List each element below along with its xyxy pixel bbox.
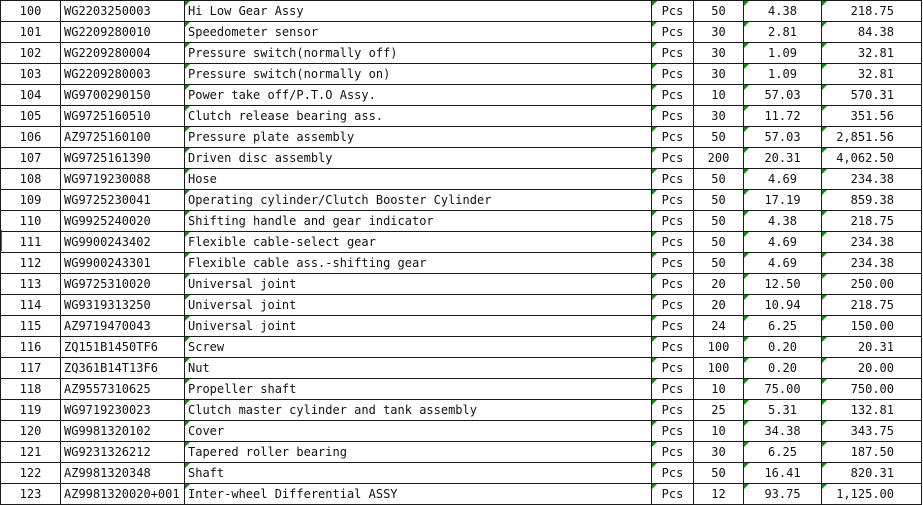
row-number-cell[interactable]: 118: [1, 379, 61, 400]
table-row: [1, 484, 922, 505]
row-number-cell[interactable]: 102: [1, 43, 61, 64]
amount-cell[interactable]: 2,851.56: [822, 127, 922, 148]
row-number-cell[interactable]: 122: [1, 463, 61, 484]
table-row: [1, 127, 922, 148]
unit-cell[interactable]: Pcs: [652, 106, 694, 127]
row-number-cell[interactable]: 104: [1, 85, 61, 106]
quantity-cell[interactable]: 50: [694, 232, 744, 253]
unit-price-cell[interactable]: 11.72: [744, 106, 822, 127]
part-number-cell[interactable]: WG9700290150: [61, 85, 185, 106]
table-row: [1, 43, 922, 64]
description-cell[interactable]: Flexible cable ass.-shifting gear: [185, 253, 652, 274]
part-number-cell[interactable]: WG9725310020: [61, 274, 185, 295]
unit-price-cell[interactable]: 5.31: [744, 400, 822, 421]
row-number-cell[interactable]: 110: [1, 211, 61, 232]
unit-cell[interactable]: Pcs: [652, 316, 694, 337]
part-number-cell[interactable]: AZ9981320348: [61, 463, 185, 484]
unit-cell[interactable]: Pcs: [652, 43, 694, 64]
amount-cell[interactable]: 218.75: [822, 1, 922, 22]
table-row: [1, 169, 922, 190]
unit-price-cell[interactable]: 12.50: [744, 274, 822, 295]
unit-cell[interactable]: Pcs: [652, 337, 694, 358]
description-cell[interactable]: Universal joint: [185, 295, 652, 316]
amount-cell[interactable]: 343.75: [822, 421, 922, 442]
unit-cell[interactable]: Pcs: [652, 379, 694, 400]
row-number-cell[interactable]: 107: [1, 148, 61, 169]
part-number-cell[interactable]: WG9925240020: [61, 211, 185, 232]
unit-cell[interactable]: Pcs: [652, 253, 694, 274]
amount-cell[interactable]: 32.81: [822, 64, 922, 85]
table-row: [1, 1, 922, 22]
description-cell[interactable]: Cover: [185, 421, 652, 442]
amount-cell[interactable]: 150.00: [822, 316, 922, 337]
table-row: [1, 148, 922, 169]
part-number-cell[interactable]: WG9319313250: [61, 295, 185, 316]
quantity-cell[interactable]: 50: [694, 169, 744, 190]
description-cell[interactable]: Hi Low Gear Assy: [185, 1, 652, 22]
description-cell[interactable]: Shifting handle and gear indicator: [185, 211, 652, 232]
table-row: [1, 274, 922, 295]
unit-cell[interactable]: Pcs: [652, 358, 694, 379]
table-row: [1, 379, 922, 400]
part-number-cell[interactable]: WG9719230088: [61, 169, 185, 190]
unit-cell[interactable]: Pcs: [652, 1, 694, 22]
unit-price-cell[interactable]: 16.41: [744, 463, 822, 484]
description-cell[interactable]: Shaft: [185, 463, 652, 484]
table-row: [1, 421, 922, 442]
unit-price-cell[interactable]: 17.19: [744, 190, 822, 211]
amount-cell[interactable]: 4,062.50: [822, 148, 922, 169]
table-row: [1, 400, 922, 421]
amount-cell[interactable]: 20.00: [822, 358, 922, 379]
part-number-cell[interactable]: AZ9725160100: [61, 127, 185, 148]
row-number-cell[interactable]: 109: [1, 190, 61, 211]
quantity-cell[interactable]: 30: [694, 22, 744, 43]
row-number-cell[interactable]: 121: [1, 442, 61, 463]
unit-cell[interactable]: Pcs: [652, 232, 694, 253]
part-number-cell[interactable]: WG9725230041: [61, 190, 185, 211]
description-cell[interactable]: Speedometer sensor: [185, 22, 652, 43]
quantity-cell[interactable]: 50: [694, 463, 744, 484]
part-number-cell[interactable]: WG9725161390: [61, 148, 185, 169]
part-number-cell[interactable]: ZQ151B1450TF6: [61, 337, 185, 358]
amount-cell[interactable]: 20.31: [822, 337, 922, 358]
unit-price-cell[interactable]: 0.20: [744, 337, 822, 358]
unit-price-cell[interactable]: 2.81: [744, 22, 822, 43]
description-cell[interactable]: Power take off/P.T.O Assy.: [185, 85, 652, 106]
row-number-cell[interactable]: 101: [1, 22, 61, 43]
description-cell[interactable]: Driven disc assembly: [185, 148, 652, 169]
amount-cell[interactable]: 218.75: [822, 211, 922, 232]
row-number-cell[interactable]: 123: [1, 484, 61, 505]
part-number-cell[interactable]: WG2209280004: [61, 43, 185, 64]
amount-cell[interactable]: 234.38: [822, 169, 922, 190]
quantity-cell[interactable]: 20: [694, 295, 744, 316]
quantity-cell[interactable]: 50: [694, 253, 744, 274]
unit-price-cell[interactable]: 10.94: [744, 295, 822, 316]
unit-price-cell[interactable]: 6.25: [744, 316, 822, 337]
part-number-cell[interactable]: AZ9981320020+001: [61, 484, 185, 505]
table-body: [1, 1, 922, 505]
part-number-cell[interactable]: WG9900243301: [61, 253, 185, 274]
table-row: [1, 85, 922, 106]
part-number-cell[interactable]: WG9725160510: [61, 106, 185, 127]
description-cell[interactable]: Propeller shaft: [185, 379, 652, 400]
unit-cell[interactable]: Pcs: [652, 442, 694, 463]
amount-cell[interactable]: 859.38: [822, 190, 922, 211]
unit-cell[interactable]: Pcs: [652, 169, 694, 190]
part-number-cell[interactable]: WG2209280010: [61, 22, 185, 43]
row-number-cell[interactable]: 114: [1, 295, 61, 316]
row-number-cell[interactable]: 117: [1, 358, 61, 379]
part-number-cell[interactable]: WG9719230023: [61, 400, 185, 421]
unit-price-cell[interactable]: 93.75: [744, 484, 822, 505]
description-cell[interactable]: Operating cylinder/Clutch Booster Cylinder: [185, 190, 652, 211]
part-number-cell[interactable]: AZ9719470043: [61, 316, 185, 337]
table-row: [1, 463, 922, 484]
row-number-cell[interactable]: 113: [1, 274, 61, 295]
part-number-cell[interactable]: ZQ361B14T13F6: [61, 358, 185, 379]
table-row: [1, 253, 922, 274]
quantity-cell[interactable]: 50: [694, 127, 744, 148]
unit-price-cell[interactable]: 34.38: [744, 421, 822, 442]
description-cell[interactable]: Tapered roller bearing: [185, 442, 652, 463]
description-cell[interactable]: Flexible cable-select gear: [185, 232, 652, 253]
amount-cell[interactable]: 250.00: [822, 274, 922, 295]
part-number-cell[interactable]: WG9231326212: [61, 442, 185, 463]
part-number-cell[interactable]: WG9900243402: [61, 232, 185, 253]
amount-cell[interactable]: 32.81: [822, 43, 922, 64]
table-row: [1, 316, 922, 337]
unit-price-cell[interactable]: 6.25: [744, 442, 822, 463]
part-number-cell[interactable]: AZ9557310625: [61, 379, 185, 400]
unit-price-cell[interactable]: 20.31: [744, 148, 822, 169]
amount-cell[interactable]: 234.38: [822, 232, 922, 253]
table-row: [1, 106, 922, 127]
table-row: [1, 232, 922, 253]
description-cell[interactable]: Clutch master cylinder and tank assembly: [185, 400, 652, 421]
unit-cell[interactable]: Pcs: [652, 463, 694, 484]
amount-cell[interactable]: 570.31: [822, 85, 922, 106]
quantity-cell[interactable]: 25: [694, 400, 744, 421]
unit-cell[interactable]: Pcs: [652, 421, 694, 442]
row-number-cell[interactable]: 108: [1, 169, 61, 190]
description-cell[interactable]: Pressure plate assembly: [185, 127, 652, 148]
unit-price-cell[interactable]: 1.09: [744, 43, 822, 64]
quantity-cell[interactable]: 30: [694, 106, 744, 127]
unit-price-cell[interactable]: 4.38: [744, 211, 822, 232]
quantity-cell[interactable]: 100: [694, 358, 744, 379]
description-cell[interactable]: Clutch release bearing ass.: [185, 106, 652, 127]
unit-cell[interactable]: Pcs: [652, 484, 694, 505]
amount-cell[interactable]: 218.75: [822, 295, 922, 316]
description-cell[interactable]: Hose: [185, 169, 652, 190]
unit-price-cell[interactable]: 75.00: [744, 379, 822, 400]
row-number-cell[interactable]: 112: [1, 253, 61, 274]
quantity-cell[interactable]: 200: [694, 148, 744, 169]
part-number-cell[interactable]: WG2203250003: [61, 1, 185, 22]
row-number-cell[interactable]: 115: [1, 316, 61, 337]
quantity-cell[interactable]: 30: [694, 43, 744, 64]
row-number-cell[interactable]: 120: [1, 421, 61, 442]
amount-cell[interactable]: 234.38: [822, 253, 922, 274]
description-cell[interactable]: Pressure switch(normally on): [185, 64, 652, 85]
unit-cell[interactable]: Pcs: [652, 127, 694, 148]
unit-cell[interactable]: Pcs: [652, 148, 694, 169]
table-row: [1, 211, 922, 232]
unit-cell[interactable]: Pcs: [652, 64, 694, 85]
description-cell[interactable]: Universal joint: [185, 316, 652, 337]
quantity-cell[interactable]: 50: [694, 190, 744, 211]
quantity-cell[interactable]: 10: [694, 379, 744, 400]
quantity-cell[interactable]: 24: [694, 316, 744, 337]
quantity-cell[interactable]: 100: [694, 337, 744, 358]
unit-price-cell[interactable]: 0.20: [744, 358, 822, 379]
quantity-cell[interactable]: 30: [694, 64, 744, 85]
table-row: [1, 64, 922, 85]
unit-cell[interactable]: Pcs: [652, 274, 694, 295]
quantity-cell[interactable]: 50: [694, 211, 744, 232]
unit-cell[interactable]: Pcs: [652, 295, 694, 316]
quantity-cell[interactable]: 50: [694, 1, 744, 22]
unit-price-cell[interactable]: 4.69: [744, 253, 822, 274]
part-number-cell[interactable]: WG9981320102: [61, 421, 185, 442]
table-row: [1, 295, 922, 316]
amount-cell[interactable]: 750.00: [822, 379, 922, 400]
amount-cell[interactable]: 84.38: [822, 22, 922, 43]
description-cell[interactable]: Nut: [185, 358, 652, 379]
description-cell[interactable]: Universal joint: [185, 274, 652, 295]
quantity-cell[interactable]: 20: [694, 274, 744, 295]
table-row: [1, 337, 922, 358]
row-number-cell[interactable]: 116: [1, 337, 61, 358]
unit-cell[interactable]: Pcs: [652, 190, 694, 211]
unit-cell[interactable]: Pcs: [652, 22, 694, 43]
unit-price-cell[interactable]: 1.09: [744, 64, 822, 85]
table-row: [1, 442, 922, 463]
row-number-cell[interactable]: 100: [1, 1, 61, 22]
amount-cell[interactable]: 820.31: [822, 463, 922, 484]
table-row: [1, 358, 922, 379]
row-number-cell[interactable]: 111: [1, 232, 61, 253]
row-number-cell[interactable]: 119: [1, 400, 61, 421]
unit-cell[interactable]: Pcs: [652, 211, 694, 232]
row-number-cell[interactable]: 106: [1, 127, 61, 148]
amount-cell[interactable]: 187.50: [822, 442, 922, 463]
unit-price-cell[interactable]: 4.38: [744, 1, 822, 22]
description-cell[interactable]: Screw: [185, 337, 652, 358]
table-row: [1, 22, 922, 43]
unit-price-cell[interactable]: 4.69: [744, 169, 822, 190]
quantity-cell[interactable]: 10: [694, 421, 744, 442]
unit-price-cell[interactable]: 4.69: [744, 232, 822, 253]
table-row: [1, 190, 922, 211]
row-number-cell[interactable]: 105: [1, 106, 61, 127]
quantity-cell[interactable]: 10: [694, 85, 744, 106]
quantity-cell[interactable]: 12: [694, 484, 744, 505]
unit-price-cell[interactable]: 57.03: [744, 127, 822, 148]
amount-cell[interactable]: 351.56: [822, 106, 922, 127]
part-number-cell[interactable]: WG2209280003: [61, 64, 185, 85]
quantity-cell[interactable]: 30: [694, 442, 744, 463]
row-number-cell[interactable]: 103: [1, 64, 61, 85]
description-cell[interactable]: Pressure switch(normally off): [185, 43, 652, 64]
unit-price-cell[interactable]: 57.03: [744, 85, 822, 106]
amount-cell[interactable]: 132.81: [822, 400, 922, 421]
unit-cell[interactable]: Pcs: [652, 85, 694, 106]
unit-cell[interactable]: Pcs: [652, 400, 694, 421]
amount-cell[interactable]: 1,125.00: [822, 484, 922, 505]
description-cell[interactable]: Inter-wheel Differential ASSY: [185, 484, 652, 505]
